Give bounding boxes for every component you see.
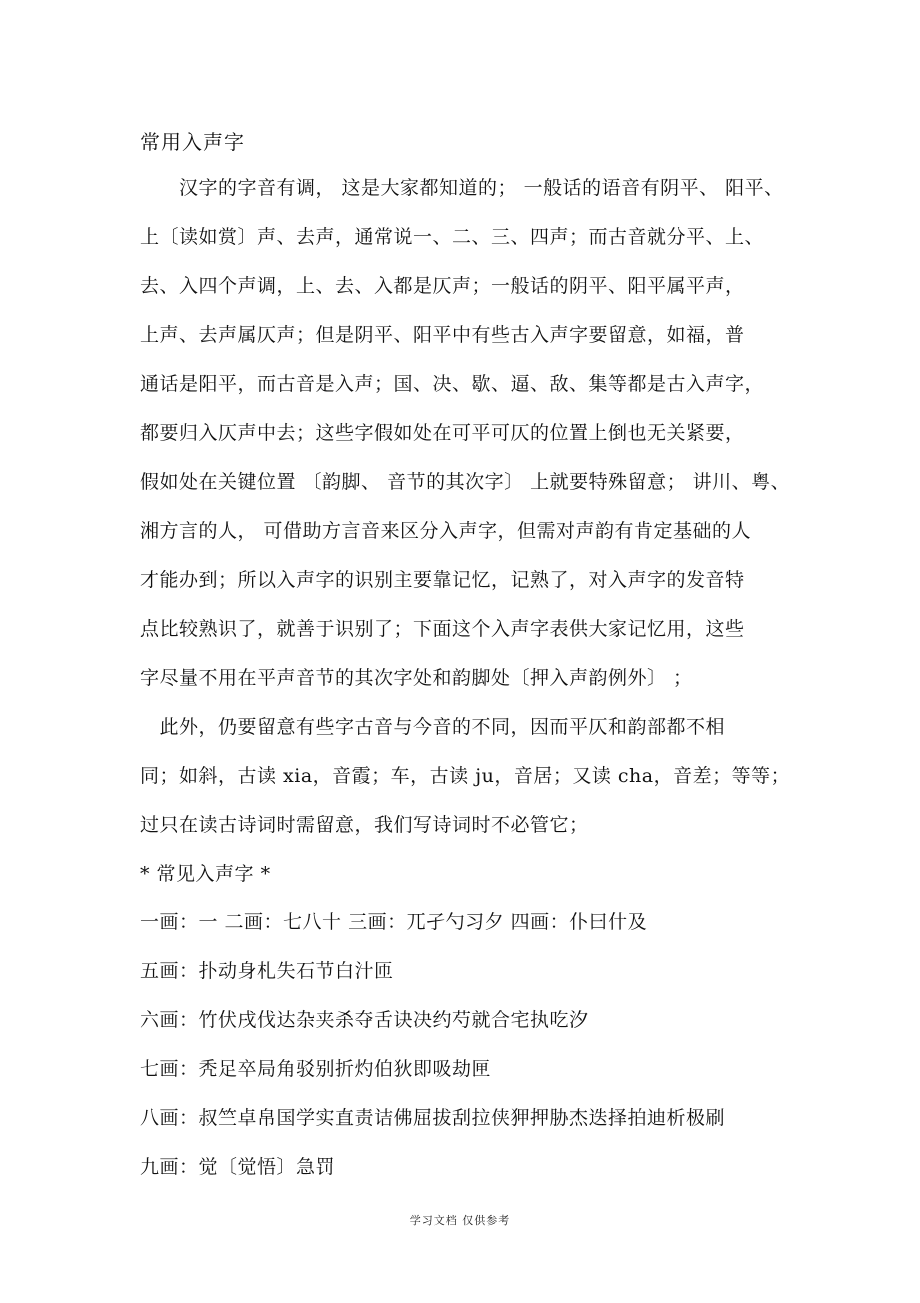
stroke-list-line: 八画：叔竺卓帛国学实直责诘佛屈拔刮拉侠狎押胁杰迭择拍迪析极刷 [140,1107,726,1129]
paragraph-line: 汉字的字音有调， 这是大家都知道的； 一般话的语音有阴平、 阳平、 [140,177,784,199]
page-footer: 学习文档 仅供参考 [409,1214,511,1227]
paragraph-line: 点比较熟识了，就善于识别了；下面这个入声字表供大家记忆用，这些 [140,618,745,640]
paragraph-line: 湘方言的人， 可借助方言音来区分入声字，但需对声韵有肯定基础的人 [140,520,752,542]
paragraph-line: 去、入四个声调，上、去、入都是仄声；一般话的阴平、阳平属平声， [140,275,745,297]
paragraph-line: 字尽量不用在平声音节的其次字处和韵脚处〔押入声韵例外〕 ； [140,667,693,689]
paragraph-line: 假如处在关键位置 〔韵脚、 音节的其次字〕 上就要特殊留意； 讲川、粤、 [140,471,791,493]
stroke-list-line: 六画：竹伏戌伐达杂夹杀夺舌诀决约芍就合宅执吃汐 [140,1009,589,1031]
paragraph-line: 同；如斜，古读 xia，音霞；车，古读 ju，音居；又读 cha，音差；等等； [140,765,791,787]
paragraph-line: 都要归入仄声中去；这些字假如处在可平可仄的位置上倒也无关紧要， [140,422,745,444]
paragraph-line: 上声、去声属仄声；但是阴平、阳平中有些古入声字要留意，如福，普 [140,324,745,346]
paragraph-line: 过只在读古诗词时需留意，我们写诗词时不必管它； [140,814,589,836]
paragraph-line: 上〔读如赏〕声、去声，通常说一、二、三、四声；而古音就分平、上、 [140,226,765,248]
paragraph-line: 才能办到；所以入声字的识别主要靠记忆，记熟了，对入声字的发音特 [140,569,745,591]
document-title: 常用入声字 [140,130,245,154]
section-heading: * 常见入声字 * [140,863,271,885]
paragraph-line: 此外，仍要留意有些字古音与今音的不同，因而平仄和韵部都不相 [140,716,726,738]
stroke-list-line: 七画：秃足卒局角驳别折灼伯狄即吸劫匣 [140,1058,492,1080]
stroke-list-line: 五画：扑动身札失石节白汁匝 [140,960,394,982]
stroke-list-line: 九画：觉〔觉悟〕急罚 [140,1156,336,1178]
stroke-list-line: 一画：一 二画：七八十 三画：兀孑勺习夕 四画：仆曰什及 [140,911,648,933]
paragraph-line: 通话是阳平，而古音是入声；国、决、歇、逼、敌、集等都是古入声字， [140,373,765,395]
